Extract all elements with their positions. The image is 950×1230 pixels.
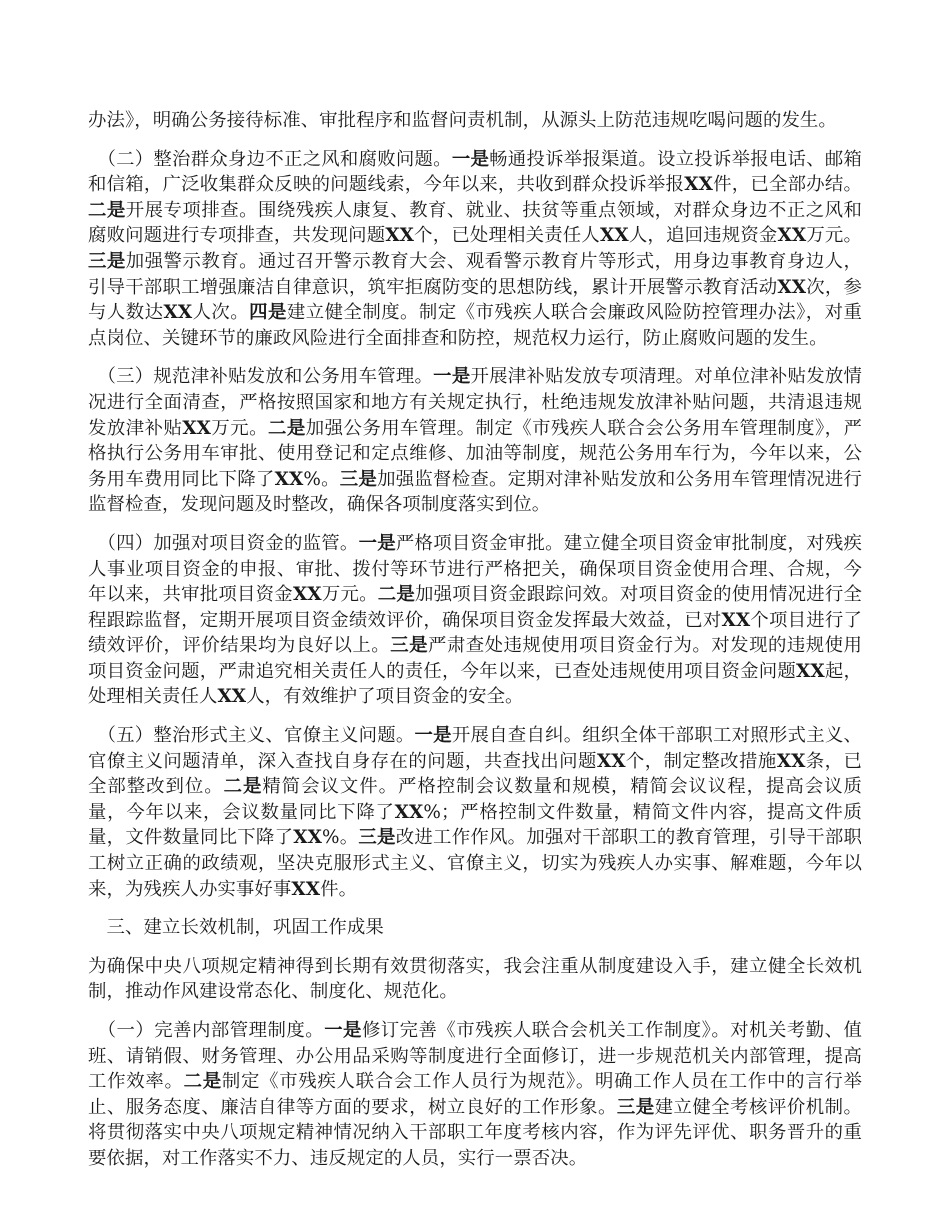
enumerator-emphasis: 三是 <box>390 635 428 657</box>
redacted-placeholder: XX <box>596 750 626 772</box>
redacted-placeholder: XX <box>293 827 322 849</box>
body-paragraph: 为确保中央八项规定精神得到长期有效贯彻落实，我会注重从制度建设入手，建立健全长效机制，推动作风建设常态化、制度化、规范化。 <box>88 955 862 1003</box>
enumerator-emphasis: 二是 <box>268 417 306 439</box>
redacted-placeholder: XX <box>721 609 751 631</box>
redacted-placeholder: XX <box>274 468 304 490</box>
enumerator-emphasis: 一是 <box>324 1020 362 1041</box>
enumerator-emphasis: 三是 <box>616 1096 655 1118</box>
enumerator-emphasis: 一是 <box>433 366 471 388</box>
redacted-placeholder: XX <box>777 225 807 247</box>
redacted-placeholder: XX <box>394 801 424 823</box>
redacted-placeholder: XX <box>684 174 713 196</box>
body-paragraph: （四）加强对项目资金的监管。一是严格项目资金审批。建立健全项目资金审批制度，对残疾人事业项目资金的申报、审批、拨付等环节进行严格把关，确保项目资金使用合理、合规，今年以来，共审批项目资金XX万元。二是加强项目资金跟踪问效。对项目资金的使用情况进行全程跟踪监督，定期开展项目资金绩效评价，确保项目资金发挥最大效益，已对XX个项目进行了绩效评价，评价结果均为良好以上。三是严肃查处违规使用项目资金行为。对发现的违规使用项目资金问题，严肃追究相关责任人的责任，今年以来，已查处违规使用项目资金问题XX起，处理相关责任人XX人，有效维护了项目资金的安全。 <box>88 532 862 708</box>
redacted-placeholder: XX <box>217 686 247 708</box>
enumerator-emphasis: 二是 <box>88 199 126 221</box>
body-paragraph: （三）规范津补贴发放和公务用车管理。一是开展津补贴发放专项清理。对单位津补贴发放情况进行全面清查，严格按照国家和地方有关规定执行，杜绝违规发放津补贴问题，共清退违规发放津补贴XX万元。二是加强公务用车管理。制定《市残疾人联合会公务用车管理制度》，严格执行公务用车审批、使用登记和定点维修、加油等制度，规范公务用车行为，今年以来，公务用车费用同比下降了XX%。三是加强监督检查。定期对津补贴发放和公务用车管理情况进行监督检查，发现问题及时整改，确保各项制度落实到位。 <box>88 366 862 516</box>
redacted-placeholder: XX <box>182 417 212 439</box>
enumerator-emphasis: 三是 <box>88 250 126 272</box>
section-heading: 三、建立长效机制，巩固工作成果 <box>88 917 384 939</box>
enumerator-emphasis: 一是 <box>451 148 490 170</box>
redacted-placeholder: XX <box>291 878 321 900</box>
body-paragraph: （二）整治群众身边不正之风和腐败问题。一是畅通投诉举报渠道。设立投诉举报电话、邮箱和信箱，广泛收集群众反映的问题线索，今年以来，共收到群众投诉举报XX件，已全部办结。二是开展专项排查。围绕残疾人康复、教育、就业、扶贫等重点领域，对群众身边不正之风和腐败问题进行专项排查，共发现问题XX个，已处理相关责任人XX人，追回违规资金XX万元。三是加强警示教育。通过召开警示教育大会、观看警示教育片等形式，用身边事教育身边人，引导干部职工增强廉洁自律意识，筑牢拒腐防变的思想防线，累计开展警示教育活动XX次，参与人数达XX人次。四是建立健全制度。制定《市残疾人联合会廉政风险防控管理办法》，对重点岗位、关键环节的廉政风险进行全面排查和防控，规范权力运行，防止腐败问题的发生。 <box>88 148 863 349</box>
enumerator-emphasis: 二是 <box>223 776 263 798</box>
redacted-placeholder: XX <box>163 302 193 324</box>
body-paragraph: （一）完善内部管理制度。一是修订完善《市残疾人联合会机关工作制度》。对机关考勤、值班、请销假、财务管理、办公用品采购等制度进行全面修订，进一步规范机关内部管理，提高工作效率。二是制定《市残疾人联合会工作人员行为规范》。明确工作人员在工作中的言行举止、服务态度、廉洁自律等方面的要求，树立良好的工作形象。三是建立健全考核评价机制。将贯彻落实中央八项规定精神情况纳入干部职工年度考核内容，作为评先评优、职务晋升的重要依据，对工作落实不力、违反规定的人员，实行一票否决。 <box>88 1020 863 1169</box>
redacted-placeholder: XX <box>292 584 322 606</box>
redacted-placeholder: XX <box>776 750 806 772</box>
enumerator-emphasis: 一是 <box>358 532 396 554</box>
enumerator-emphasis: 一是 <box>414 725 452 747</box>
enumerator-emphasis: 二是 <box>377 584 415 606</box>
redacted-placeholder: XX <box>599 225 629 247</box>
enumerator-emphasis: 三是 <box>339 468 378 490</box>
redacted-placeholder: XX <box>385 225 415 247</box>
body-paragraph: （五）整治形式主义、官僚主义问题。一是开展自查自纠。组织全体干部职工对照形式主义、官僚主义问题清单，深入查找自身存在的问题，共查找出问题XX个，制定整改措施XX条，已全部整改到位。二是精简会议文件。严格控制会议数量和规模，精简会议议程，提高会议质量，今年以来，会议数量同比下降了XX%；严格控制文件数量，精简文件内容，提高文件质量，文件数量同比下降了XX%。三是改进工作作风。加强对干部职工的教育管理，引导干部职工树立正确的政绩观，坚决克服形式主义、官僚主义，切实为残疾人办实事、解难题，今年以来，为残疾人办实事好事XX件。 <box>88 725 862 900</box>
body-paragraph: 办法》，明确公务接待标准、审批程序和监督问责机制，从源头上防范违规吃喝问题的发生。 <box>88 110 837 131</box>
enumerator-emphasis: 二是 <box>183 1071 222 1093</box>
enumerator-emphasis: 四是 <box>249 302 287 324</box>
redacted-placeholder: XX <box>795 660 825 682</box>
enumerator-emphasis: 三是 <box>358 827 396 849</box>
redacted-placeholder: XX <box>777 276 807 298</box>
document-body <box>88 108 862 1172</box>
